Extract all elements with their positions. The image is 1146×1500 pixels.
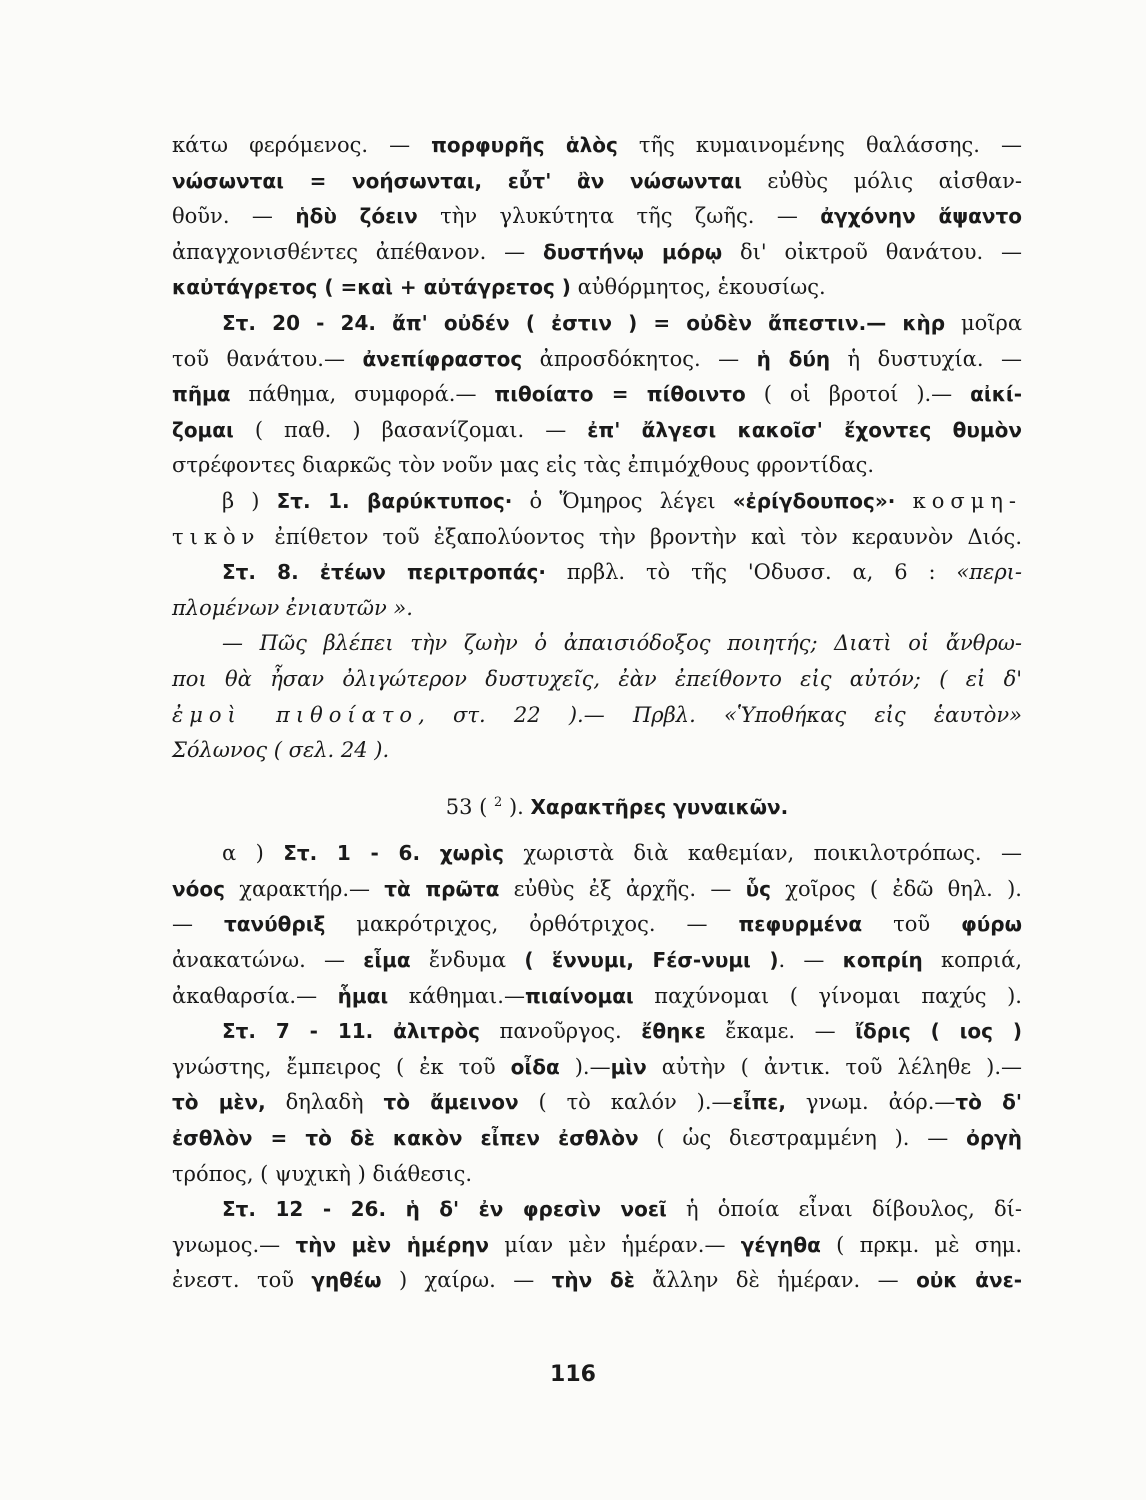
text-line: — τανύθριξ μακρότριχος, ὀρθότριχος. — πεφυρμένα τοῦ φύρω — [172, 912, 1022, 937]
text-line: γνώστης, ἔμπειρος ( ἐκ τοῦ οἶδα ).—μὶν αὐτὴν ( ἀντικ. τοῦ λέληθε ).— — [172, 1054, 1022, 1079]
text-line: καὐτάγρετος ( =καὶ + αὐτάγρετος ) αὐθόρμητος, ἑκουσίως. — [172, 275, 826, 300]
text-line: Στ. 8. ἐτέων περιτροπάς· πρβλ. τὸ τῆς 'Οδυσσ. α, 6 : «περι- — [222, 560, 1023, 585]
page-number: 116 — [550, 1362, 596, 1387]
text-line: ἀπαγχονισθέντες ἀπέθανον. — δυστήνῳ μόρῳ δι' οἰκτροῦ θανάτου. — — [172, 239, 1023, 264]
text-line: τρόπος, ( ψυχικὴ ) διάθεσις. — [172, 1161, 473, 1186]
text-line: κάτω φερόμενος. — πορφυρῆς ἁλὸς τῆς κυμαινομένης θαλάσσης. — — [172, 133, 1022, 157]
text-line: Σόλωνος ( σελ. 24 ). — [172, 738, 390, 763]
text-line: ποι θὰ ἦσαν ὀλιγώτερον δυστυχεῖς, ἐὰν ἐπείθοντο εἰς αὐτόν; ( εἰ δ' — [172, 666, 1022, 691]
text-line: τοῦ θανάτου.— ἀνεπίφραστος ἀπροσδόκητος. — ἡ δύη ἡ δυστυχία. — — [172, 346, 1022, 371]
text-line: τὸ μὲν, δηλαδὴ τὸ ἄμεινον ( τὸ καλόν ).—εἶπε, γνωμ. ἀόρ.—τὸ δ' — [172, 1090, 1022, 1115]
section-heading: 53 ( $^2$ ). Χαρακτῆρες γυναικῶν. — [445, 794, 789, 819]
text-line: Στ. 7 - 11. ἀλιτρὸς πανοῦργος. ἔθηκε ἔκαμε. — ἴδρις ( ιος ) — [222, 1019, 1022, 1044]
text-line: ἐνεστ. τοῦ γηθέω ) χαίρω. — τὴν δὲ ἄλλην δὲ ἡμέραν. — οὐκ ἀνε- — [172, 1268, 1023, 1293]
text-line: ἀνακατώνω. — εἷμα ἔνδυμα ( ἕννυμι, Fέσ-νυμι ). — κοπρίη κοπριά, — [172, 948, 1023, 973]
text-line: νώσωνται = νοήσωνται, εὖτ' ἂν νώσωνται εὐθὺς μόλις αἰσθαν- — [172, 168, 1023, 193]
text-line: ἀκαθαρσία.— ἧμαι κάθημαι.—πιαίνομαι παχύνομαι ( γίνομαι παχύς ). — [172, 983, 1022, 1008]
text-line: ζομαι ( παθ. ) βασανίζομαι. — ἐπ' ἄλγεσι κακοῖσ' ἔχοντες θυμὸν — [172, 417, 1022, 442]
text-line: β ) Στ. 1. βαρύκτυπος· ὁ Ὅμηρος λέγει «ἐρίγδουπος»· κοσμη- — [222, 488, 1023, 513]
text-line: Στ. 20 - 24. ἄπ' οὐδέν ( ἐστιν ) = οὐδὲν ἄπεστιν.— κὴρ μοῖρα — [222, 310, 1023, 335]
text-line: — Πῶς βλέπει τὴν ζωὴν ὁ ἀπαισιόδοξος ποιητής; Διατὶ οἱ ἄνθρω- — [222, 631, 1022, 656]
text-line: πλομένων ἐνιαυτῶν ». — [172, 595, 413, 620]
text-line: γνωμος.— τὴν μὲν ἡμέρην μίαν μὲν ἡμέραν.— γέγηθα ( πρκμ. μὲ σημ. — [172, 1232, 1022, 1257]
commentary-text — [172, 128, 1022, 1299]
text-line: πῆμα πάθημα, συμφορά.— πιθοίατο = πίθοιντο ( οἱ βροτοί ).— αἰκί- — [172, 382, 1022, 407]
text-line: νόος χαρακτήρ.— τὰ πρῶτα εὐθὺς ἐξ ἀρχῆς. — ὗς χοῖρος ( ἐδῶ θηλ. ). — [172, 876, 1022, 901]
text-line: Στ. 12 - 26. ἡ δ' ἐν φρεσὶν νοεῖ ἡ ὁποία εἶναι δίβουλος, δί- — [222, 1197, 1022, 1222]
text-line: ἐσθλὸν = τὸ δὲ κακὸν εἶπεν ἐσθλὸν ( ὡς διεστραμμένη ). — ὀργὴ — [172, 1126, 1022, 1151]
text-line: ἐμοὶ πιθοίατο, στ. 22 ).— Πρβλ. «Ὑποθήκας εἰς ἑαυτὸν» — [172, 702, 1023, 727]
text-line: στρέφοντες διαρκῶς τὸν νοῦν μας εἰς τὰς ἐπιμόχθους φροντίδας. — [172, 453, 875, 478]
text-line: τικὸν ἐπίθετον τοῦ ἐξαπολύοντος τὴν βροντὴν καὶ τὸν κεραυνὸν Διός. — [172, 524, 1022, 549]
text-line: α ) Στ. 1 - 6. χωρὶς χωριστὰ διὰ καθεμίαν, ποικιλοτρόπως. — — [222, 841, 1022, 866]
text-line: θοῦν. — ἡδὺ ζόειν τὴν γλυκύτητα τῆς ζωῆς. — ἀγχόνην ἅψαντο — [172, 204, 1022, 229]
